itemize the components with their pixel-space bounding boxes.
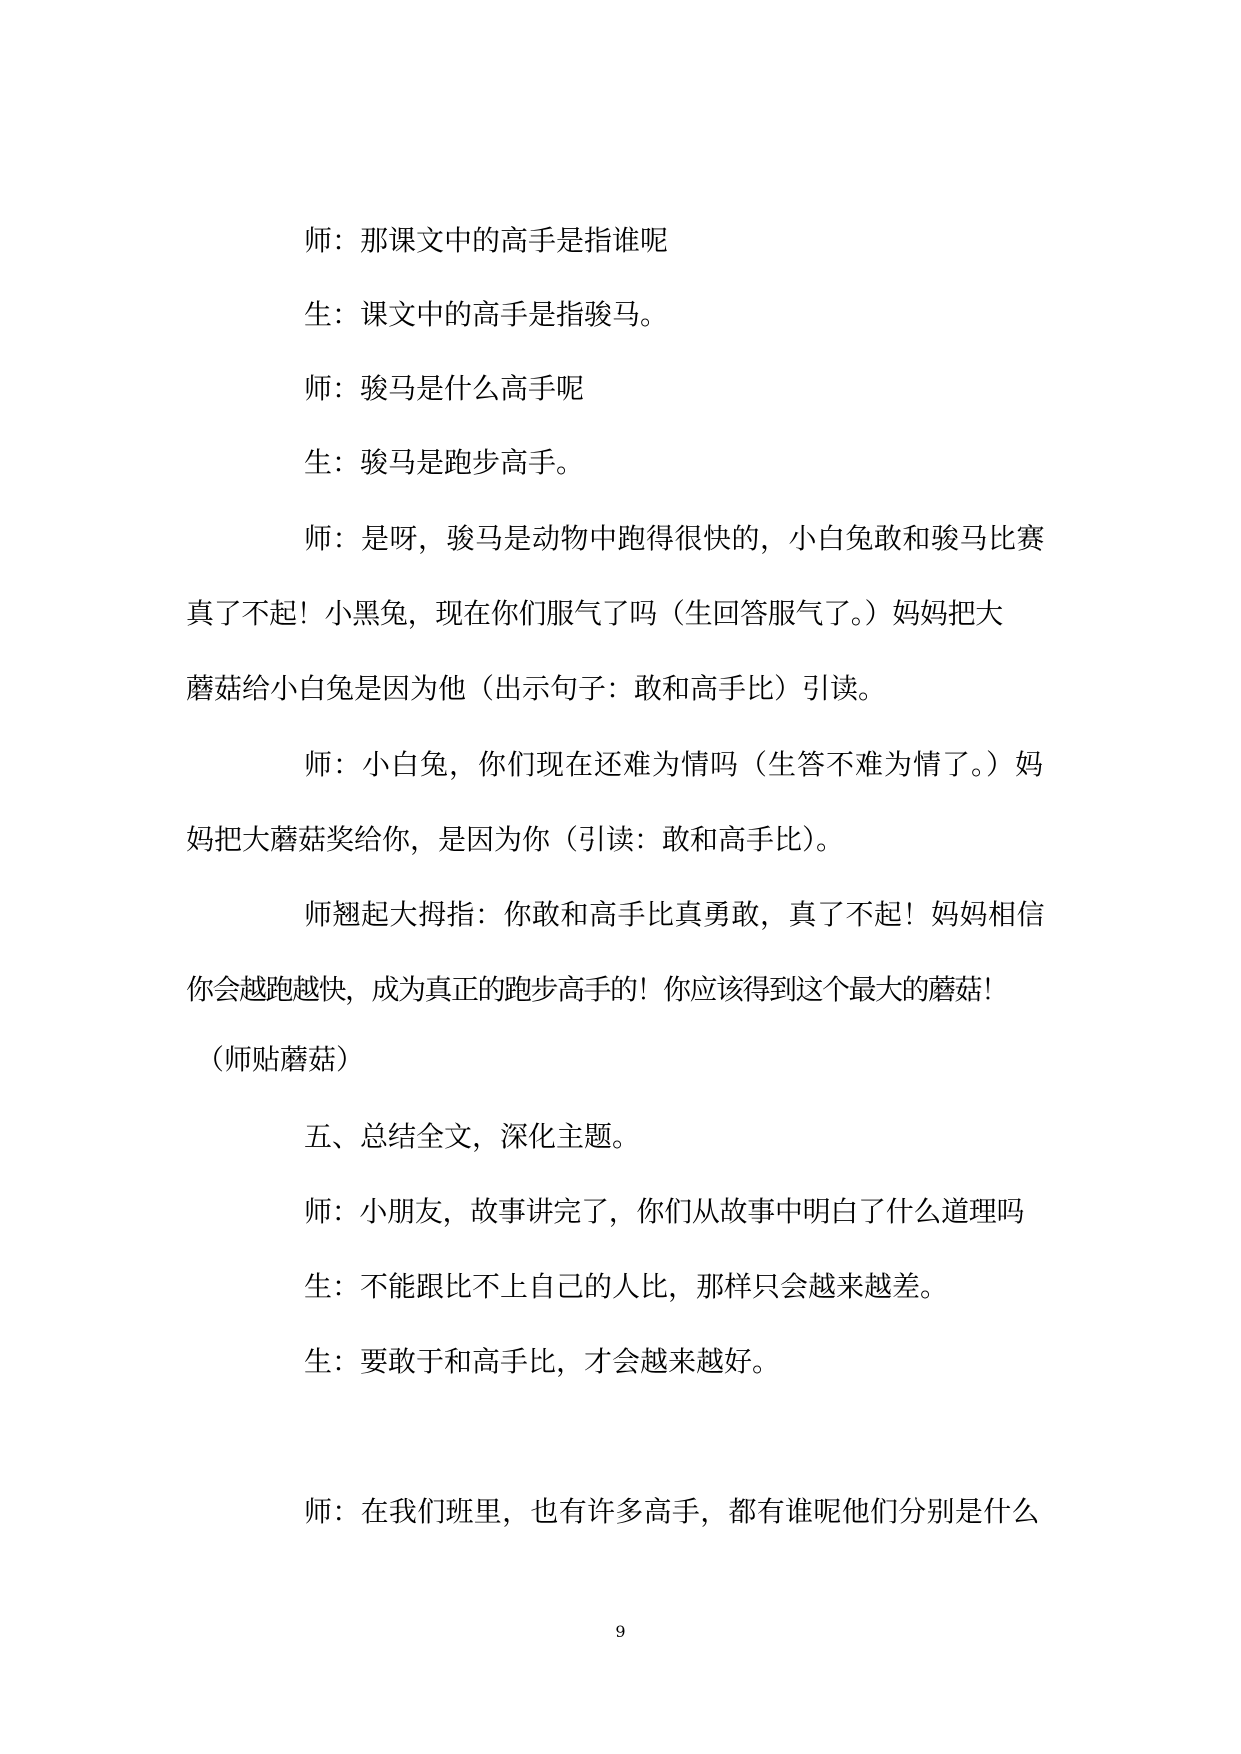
text-line: 生：课文中的高手是指骏马。 [304,298,669,331]
section-heading: 五、总结全文，深化主题。 [304,1120,641,1153]
text-line: 师：是呀，骏马是动物中跑得很快的，小白兔敢和骏马比赛 [304,522,1046,555]
text-line: 蘑菇给小白兔是因为他（出示句子：敢和高手比）引读。 [186,672,887,705]
text-line: 真了不起！小黑兔，现在你们服气了吗（生回答服气了。）妈妈把大 [186,597,1004,630]
text-line: 师：骏马是什么高手呢 [304,372,585,405]
text-line: 师：那课文中的高手是指谁呢 [304,224,669,257]
text-line: 你会越跑越快，成为真正的跑步高手的！你应该得到这个最大的蘑菇！ [186,973,1008,1006]
page-number: 9 [615,1622,626,1641]
text-line: 生：要敢于和高手比，才会越来越好。 [304,1345,781,1378]
text-line: 师：在我们班里，也有许多高手，都有谁呢他们分别是什么 [304,1495,1040,1528]
text-line: 生：骏马是跑步高手。 [304,446,585,479]
text-line: 师翘起大拇指：你敢和高手比真勇敢，真了不起！妈妈相信 [304,898,1046,931]
text-line: 妈把大蘑菇奖给你，是因为你（引读：敢和高手比）。 [186,823,845,856]
text-line: 生：不能跟比不上自己的人比，那样只会越来越差。 [304,1270,949,1303]
text-line: 师：小朋友，故事讲完了，你们从故事中明白了什么道理吗 [304,1195,1025,1228]
text-line: 师：小白兔，你们现在还难为情吗（生答不难为情了。）妈 [304,748,1045,781]
text-line: （师贴蘑菇） [196,1043,365,1076]
